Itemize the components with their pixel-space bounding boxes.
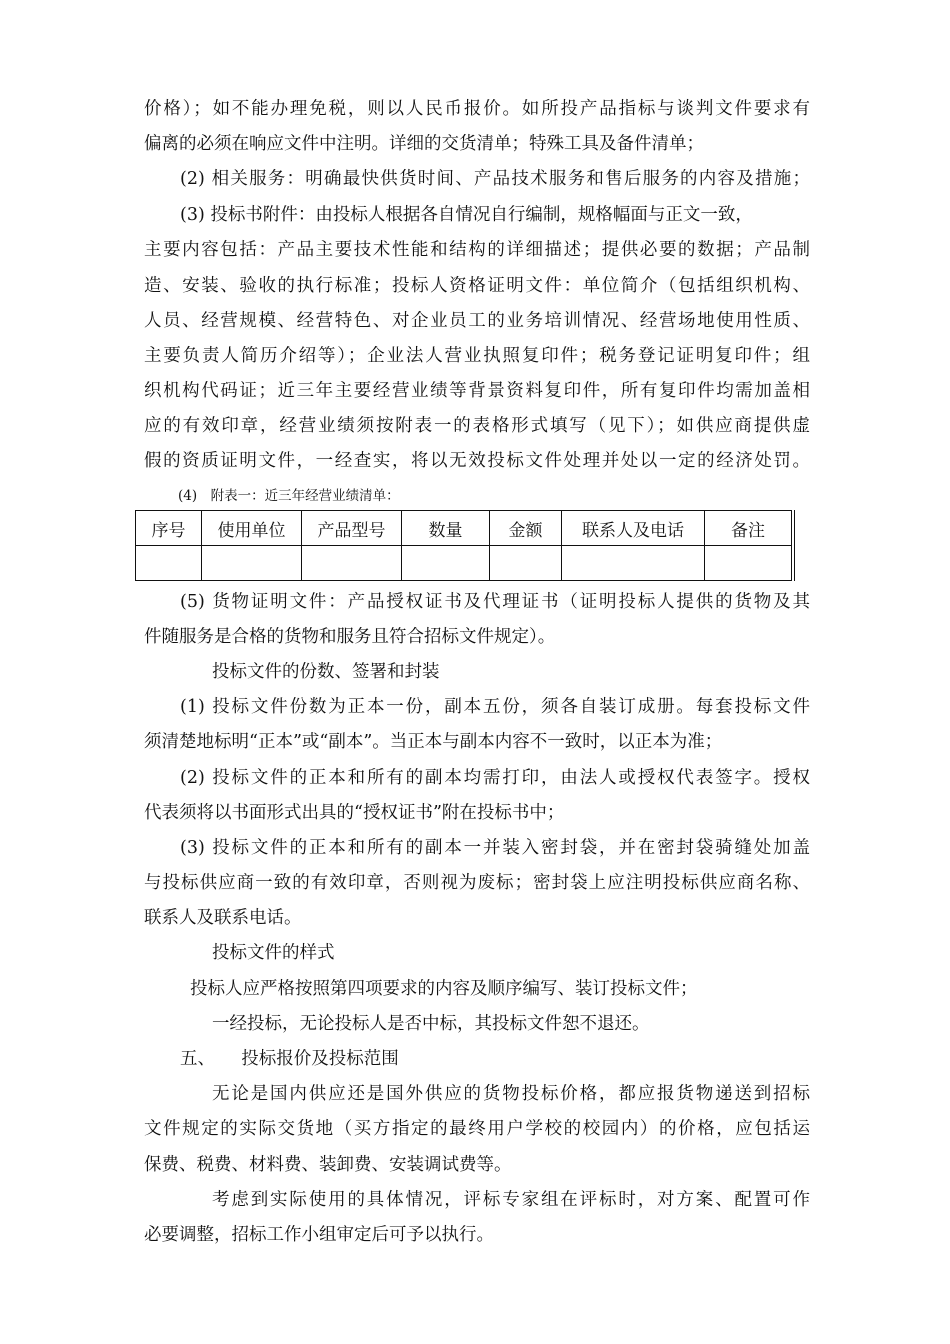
paragraph-line: (5) 货物证明文件：产品授权证书及代理证书（证明投标人提供的货物及其 bbox=[180, 592, 810, 612]
paragraph-line: (3) 投标书附件：由投标人根据各自情况自行编制，规格幅面与正文一致， bbox=[180, 205, 753, 225]
table-header-cell: 联系人及电话 bbox=[562, 511, 705, 546]
table-cell bbox=[490, 546, 562, 581]
paragraph-line: 主要内容包括：产品主要技术性能和结构的详细描述；提供必要的数据；产品制 bbox=[144, 240, 810, 260]
paragraph-line: (2) 投标文件的正本和所有的副本均需打印，由法人或授权代表签字。授权 bbox=[180, 768, 810, 788]
paragraph-line: 假的资质证明文件，一经查实，将以无效投标文件处理并处以一定的经济处罚。 bbox=[144, 451, 810, 471]
paragraph-line: 无论是国内供应还是国外供应的货物投标价格，都应报货物递送到招标 bbox=[212, 1084, 810, 1104]
section-heading: 投标文件的样式 bbox=[212, 943, 335, 963]
table-header-cell: 使用单位 bbox=[202, 511, 302, 546]
paragraph-line: 主要负责人简历介绍等）；企业法人营业执照复印件；税务登记证明复印件；组 bbox=[144, 346, 810, 366]
paragraph-line: (3) 投标文件的正本和所有的副本一并装入密封袋，并在密封袋骑缝处加盖 bbox=[180, 838, 810, 858]
paragraph-line: 必要调整，招标工作小组审定后可予以执行。 bbox=[144, 1225, 494, 1245]
table-cell bbox=[202, 546, 302, 581]
performance-table bbox=[135, 510, 792, 581]
table-caption: (4) 附表一：近三年经营业绩清单： bbox=[178, 488, 400, 504]
paragraph-line: 文件规定的实际交货地（买方指定的最终用户学校的校园内）的价格，应包括运 bbox=[144, 1119, 810, 1139]
section-heading: 投标文件的份数、签署和封装 bbox=[212, 662, 440, 682]
paragraph-line: 价格）；如不能办理免税，则以人民币报价。如所投产品指标与谈判文件要求有 bbox=[144, 99, 810, 119]
paragraph-line: 须清楚地标明“正本”或“副本”。当正本与副本内容不一致时，以正本为准； bbox=[144, 732, 723, 752]
paragraph-line: 应的有效印章，经营业绩须按附表一的表格形式填写（见下）；如供应商提供虚 bbox=[144, 416, 810, 436]
table-header-row bbox=[136, 511, 792, 546]
table-cell bbox=[705, 546, 792, 581]
paragraph-line: 投标人应严格按照第四项要求的内容及顺序编写、装订投标文件； bbox=[190, 979, 698, 999]
table-header-cell: 序号 bbox=[136, 511, 202, 546]
paragraph-line: 偏离的必须在响应文件中注明。详细的交货清单；特殊工具及备件清单； bbox=[144, 134, 704, 154]
paragraph-line: 考虑到实际使用的具体情况，评标专家组在评标时，对方案、配置可作 bbox=[212, 1190, 810, 1210]
paragraph-line: (2) 相关服务：明确最快供货时间、产品技术服务和售后服务的内容及措施； bbox=[180, 169, 810, 189]
table-cell bbox=[402, 546, 490, 581]
table-cell bbox=[562, 546, 705, 581]
paragraph-line: 代表须将以书面形式出具的“授权证书”附在投标书中； bbox=[144, 803, 565, 823]
table-cell bbox=[136, 546, 202, 581]
table-header-cell: 数量 bbox=[402, 511, 490, 546]
paragraph-line: 造、安装、验收的执行标准；投标人资格证明文件：单位简介（包括组织机构、 bbox=[144, 276, 810, 296]
paragraph-line: 一经投标，无论投标人是否中标，其投标文件恕不退还。 bbox=[212, 1014, 650, 1034]
table-header-cell: 金额 bbox=[490, 511, 562, 546]
paragraph-line: 织机构代码证；近三年主要经营业绩等背景资料复印件，所有复印件均需加盖相 bbox=[144, 381, 810, 401]
paragraph-line: 件随服务是合格的货物和服务且符合招标文件规定）。 bbox=[144, 627, 556, 647]
paragraph-line: 人员、经营规模、经营特色、对企业员工的业务培训情况、经营场地使用性质、 bbox=[144, 311, 810, 331]
table-double-border bbox=[794, 510, 795, 581]
paragraph-line: 联系人及联系电话。 bbox=[144, 908, 302, 928]
table-cell bbox=[302, 546, 402, 581]
table-header-cell: 产品型号 bbox=[302, 511, 402, 546]
paragraph-line: (1) 投标文件份数为正本一份，副本五份，须各自装订成册。每套投标文件 bbox=[180, 697, 810, 717]
table-header-cell: 备注 bbox=[705, 511, 792, 546]
section-heading: 五、 投标报价及投标范围 bbox=[180, 1049, 399, 1069]
paragraph-line: 与投标供应商一致的有效印章，否则视为废标；密封袋上应注明投标供应商名称、 bbox=[144, 873, 810, 893]
paragraph-line: 保费、税费、材料费、装卸费、安装调试费等。 bbox=[144, 1155, 512, 1175]
table-row bbox=[136, 546, 792, 581]
